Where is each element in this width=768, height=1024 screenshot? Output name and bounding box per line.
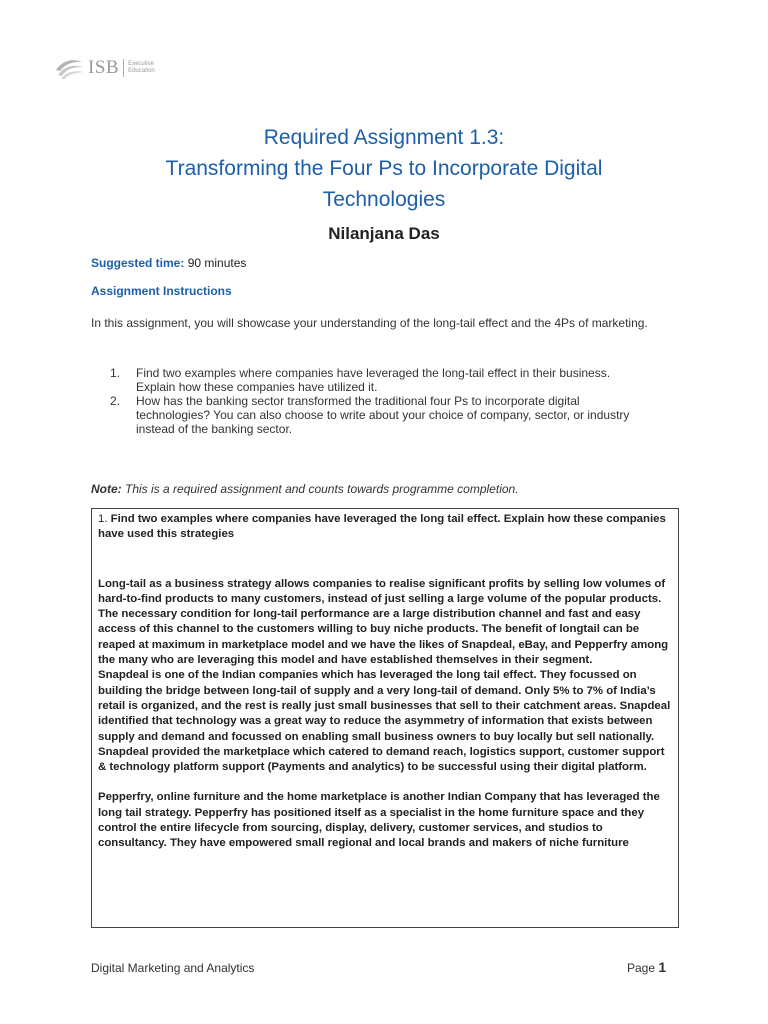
title-line-1: Required Assignment 1.3: xyxy=(263,126,505,149)
logo-sub-line2: Education xyxy=(128,68,155,74)
answer-paragraph-2: Snapdeal is one of the Indian companies which has leveraged the long tail effect. They focussed on building the bridge between long-tail of supply and a very long-tail of demand. Only 5% to 7% of India’s retail is organized, and the rest is really just small businesses that sell to their catchment areas. Snapdeal identified that technology was a great way to reduce the asymmetry of information that exists between supply and demand and focussed on enabling small business owners to buy locally but sell nationally. Snapdeal provided the marketplace which catered to demand reach, logistics support, customer support & technology platform support (Payments and analytics) to be successful using their digital platform. xyxy=(98,669,671,774)
author-name: Nilanjana Das xyxy=(328,224,440,243)
isb-swoosh-icon xyxy=(52,56,86,80)
footer-course-name: Digital Marketing and Analytics xyxy=(91,961,255,975)
logo-sub-line1: Executive xyxy=(128,61,155,67)
title-line-2: Transforming the Four Ps to Incorporate Digital xyxy=(165,157,603,180)
task-number: 2. xyxy=(110,394,121,408)
answer-question-number: 1. xyxy=(98,513,108,525)
answer-paragraph-1: Long-tail as a business strategy allows companies to realise significant profits by selling low volumes of hard-to-find products to many customers, instead of just selling a large volume of the popular products. The necessary condition for long-tail performance are a large distribution channel and fast and easy access of this channel to the customers willing to buy niche products. The benefit of longtail can be reaped at maximum in marketplace model and we have the likes of Snapdeal, eBay, and Pepperfry among the many who are leveraging this model and have established themselves in their segment. xyxy=(98,577,669,667)
note-label: Note: xyxy=(91,482,122,496)
isb-logo xyxy=(52,56,155,80)
suggested-time-value: 90 minutes xyxy=(187,256,247,270)
answer-question-text: Find two examples where companies have leveraged the long tail effect. Explain how these companies have used this strategies xyxy=(98,513,666,541)
answer-question xyxy=(98,512,672,543)
task-text: Find two examples where companies have leveraged the long-tail effect in their business. Explain how these companies have utilized it. xyxy=(136,366,611,394)
logo-subtitle xyxy=(128,61,155,75)
list-item xyxy=(110,366,650,394)
instructions-heading: Assignment Instructions xyxy=(91,284,232,298)
list-item xyxy=(110,394,650,436)
logo-divider xyxy=(123,59,124,77)
title-line-3: Technologies xyxy=(322,188,446,211)
note xyxy=(91,482,519,496)
task-text: How has the banking sector transformed the traditional four Ps to incorporate digital technologies? You can also choose to write about your choice of company, sector, or industry instead of the banking sector. xyxy=(136,394,630,436)
page-label: Page xyxy=(627,961,656,975)
note-text: This is a required assignment and counts towards programme completion. xyxy=(125,482,519,496)
document-title xyxy=(0,122,768,215)
task-list xyxy=(110,366,650,436)
page-num: 1 xyxy=(658,959,667,975)
footer-page-number xyxy=(627,959,666,975)
task-number: 1. xyxy=(110,366,121,380)
answer-paragraph-3: Pepperfry, online furniture and the home marketplace is another Indian Company that has leveraged the long tail strategy. Pepperfry has positioned itself as a specialist in the home furniture space and they control the entire lifecycle from sourcing, display, delivery, customer services, and studios to consultancy. They have empowered small regional and local brands and makers of niche furniture xyxy=(98,791,660,850)
suggested-time-label: Suggested time: xyxy=(91,256,185,270)
intro-paragraph: In this assignment, you will showcase your understanding of the long-tail effect and the 4Ps of marketing. xyxy=(91,316,648,330)
logo-text: ISB xyxy=(88,57,120,78)
suggested-time xyxy=(91,256,246,270)
answer-box xyxy=(91,508,679,928)
